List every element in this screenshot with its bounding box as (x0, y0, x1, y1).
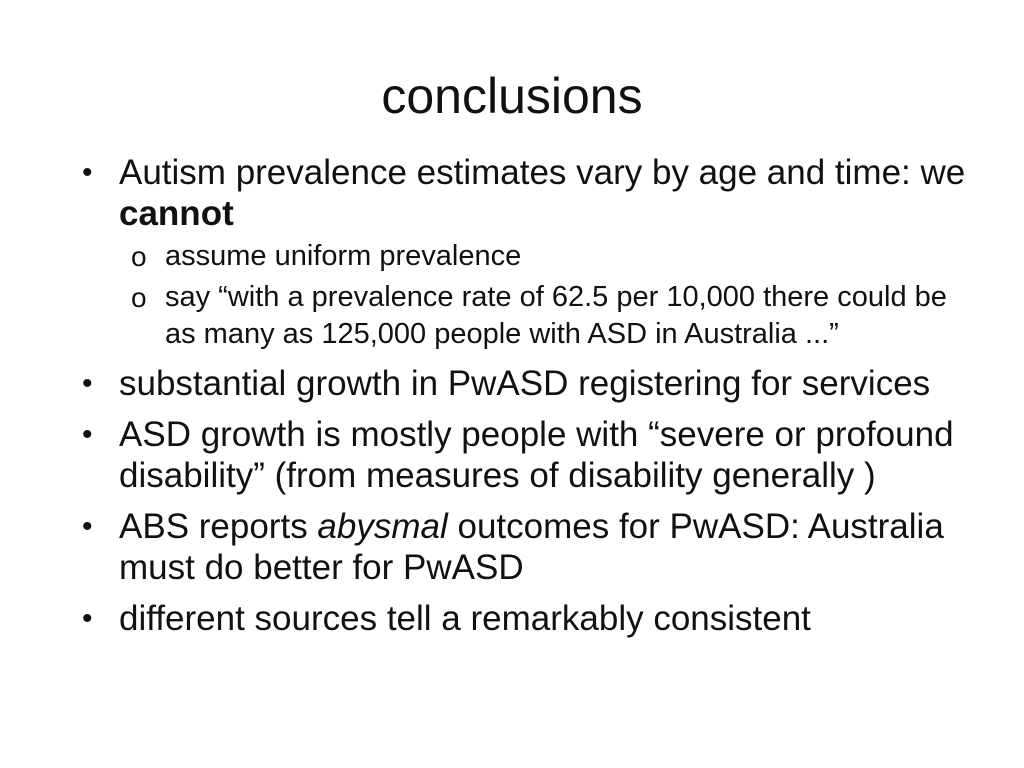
sub-bullet-item (119, 238, 978, 275)
bullet-icon: • (82, 156, 93, 189)
bullet-icon: • (82, 510, 93, 543)
bullet-icon: • (82, 367, 93, 400)
sub-bullet-icon: o (131, 241, 147, 272)
item-emphasis-italic: abysmal (317, 507, 448, 546)
bullet-icon: • (82, 602, 93, 635)
bullet-icon: • (82, 418, 93, 451)
bullet-item-growth (78, 363, 978, 404)
bullet-item-sources (78, 598, 978, 639)
item-text: ABS reports (119, 507, 318, 546)
item-text: substantial growth in PwASD registering for services (119, 364, 931, 403)
subitem-text: assume uniform prevalence (165, 240, 522, 272)
item-text: different sources tell a remarkably consistent (119, 599, 811, 638)
sub-bullet-icon: o (131, 282, 147, 313)
bullet-item-prevalence (78, 152, 978, 353)
item-emphasis-bold: cannot (119, 194, 234, 233)
subitem-text: say “with a prevalence rate of 62.5 per 10,000 there could be as many as 125,000 people with ASD in Australia ...” (165, 281, 947, 350)
bullet-item-severity (78, 414, 978, 496)
sub-bullet-list (119, 238, 978, 353)
sub-bullet-item (119, 279, 978, 353)
item-text: Autism prevalence estimates vary by age and time: we (119, 153, 966, 192)
bullet-item-abs (78, 506, 978, 588)
bullet-list (78, 152, 978, 649)
slide-title: conclusions (381, 68, 643, 124)
item-text: outcomes for PwASD: Australia must do better for PwASD (119, 507, 944, 587)
item-text: ASD growth is mostly people with “severe or profound disability” (from measures of disability generally ) (119, 415, 954, 495)
